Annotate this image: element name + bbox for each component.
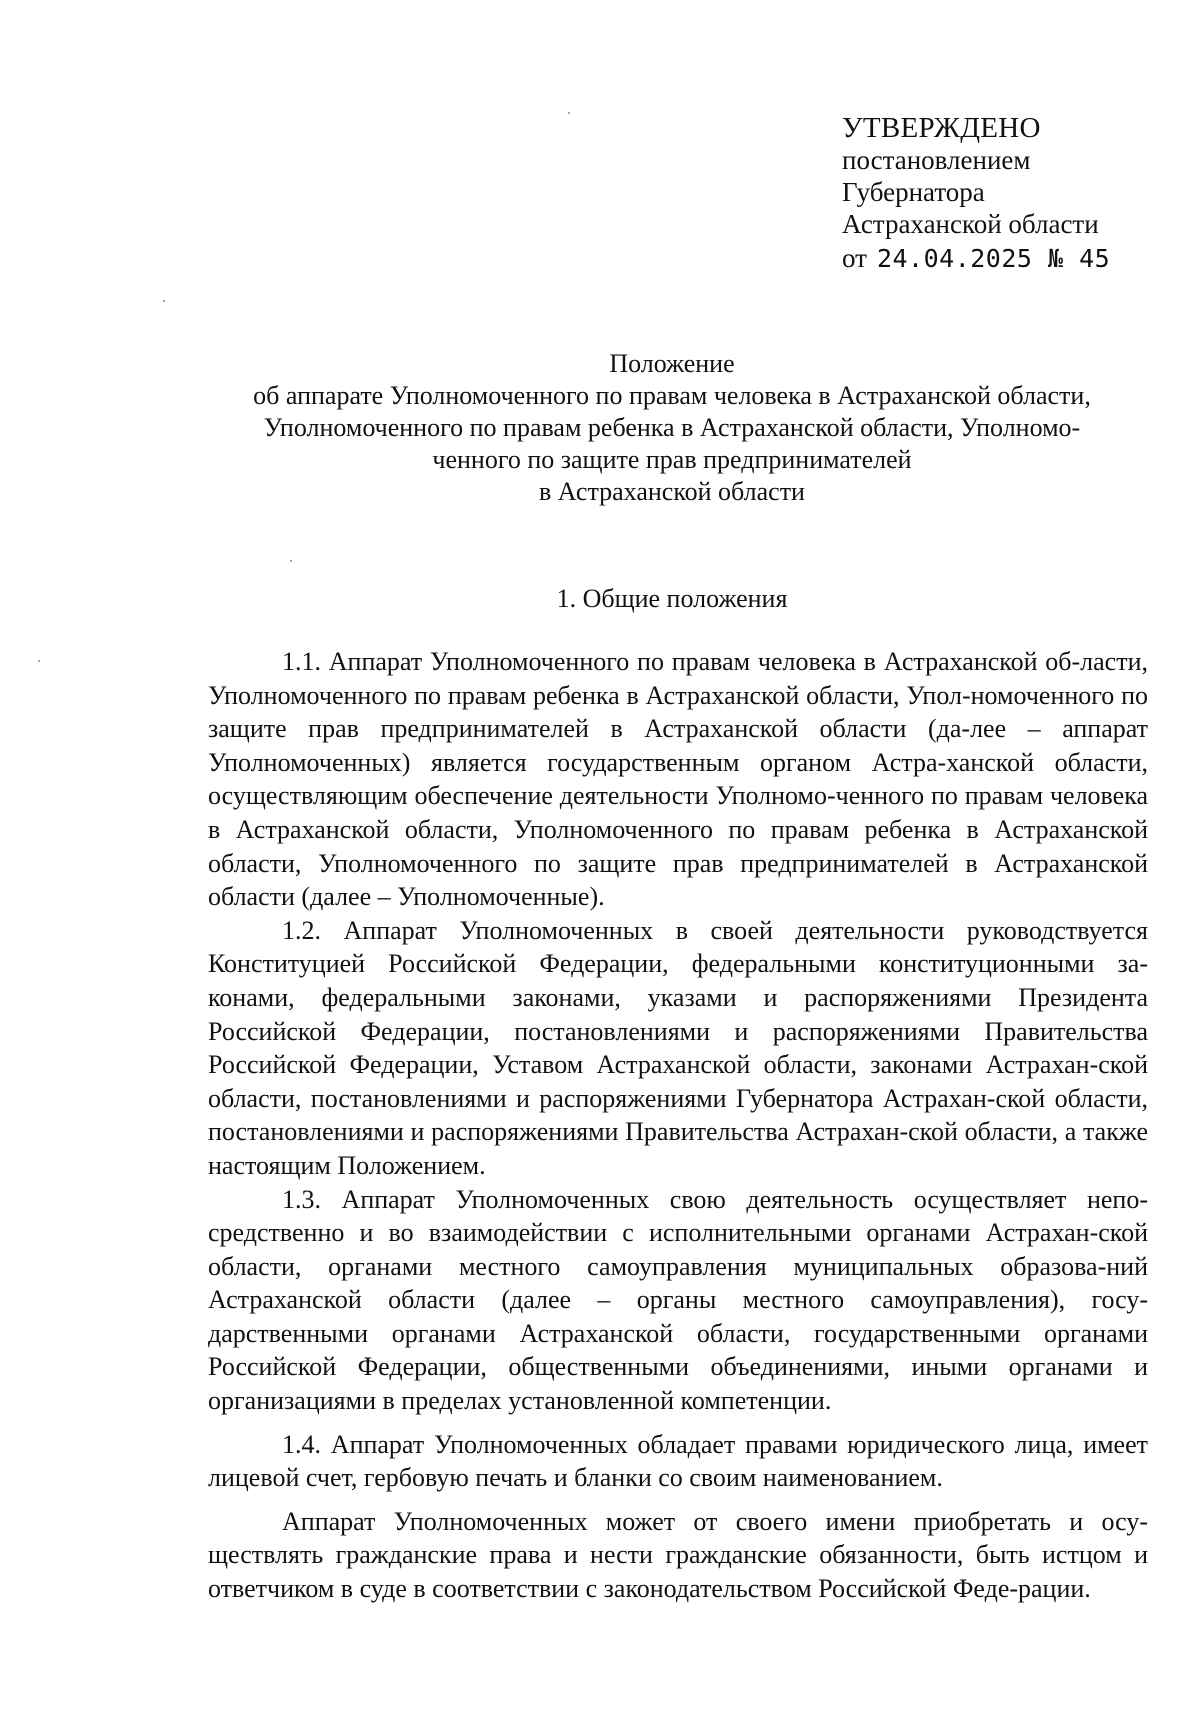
- section-body: [208, 645, 1148, 1606]
- document-subtitle-line: об аппарате Уполномоченного по правам человека в Астраханской области,: [253, 381, 1091, 410]
- section-heading: 1. Общие положения: [556, 584, 788, 613]
- approval-block: [842, 112, 1162, 275]
- paragraph-1-4: 1.4. Аппарат Уполномоченных обладает правами юридического лица, имеет лицевой счет, гербовую печать и бланки со своим наименованием.: [208, 1429, 1148, 1493]
- approval-date-line: [842, 242, 1162, 275]
- paragraph-1-3: 1.3. Аппарат Уполномоченных свою деятельность осуществляет непо-средственно и во взаимодействии с исполнительными органами Астрахан-ской области, органами местного самоуправления муниципальных образова-ний Астраханской области (далее – органы местного самоуправления), госу-дарственными органами Астраханской области, государственными органами Российской Федерации, общественными объединениями, иными органами и организациями в пределах установленной компетенции.: [208, 1184, 1148, 1416]
- document-subtitle-line: Уполномоченного по правам ребенка в Астраханской области, Уполномо-: [263, 413, 1081, 442]
- scan-speck: [290, 560, 292, 562]
- scan-speck: [568, 112, 570, 114]
- approval-line-3: Астраханской области: [842, 209, 1099, 239]
- document-subtitle: [200, 380, 1144, 508]
- approval-date-prefix: от: [842, 243, 867, 273]
- scan-speck: [163, 300, 165, 302]
- document-title: Положение: [609, 349, 735, 378]
- approval-stamp: УТВЕРЖДЕНО: [842, 112, 1041, 144]
- paragraph-1-2: 1.2. Аппарат Уполномоченных в своей деятельности руководствуется Конституцией Российской Федерации, федеральными конституционными за-конами, федеральными законами, указами и распоряжениями Президента Российской Федерации, постановлениями и распоряжениями Правительства Российской Федерации, Уставом Астраханской области, законами Астрахан-ской области, постановлениями и распоряжениями Губернатора Астрахан-ской области, постановлениями и распоряжениями Правительства Астрахан-ской области, а также настоящим Положением.: [208, 915, 1148, 1180]
- approval-line-2: Губернатора: [842, 177, 985, 207]
- document-subtitle-line: ченного по защите прав предпринимателей: [432, 445, 912, 474]
- paragraph-1-4-continued: Аппарат Уполномоченных может от своего имени приобретать и осу-ществлять гражданские права и нести гражданские обязанности, быть истцом и ответчиком в суде в соответствии с законодательством Российской Феде-рации.: [208, 1506, 1148, 1604]
- document-subtitle-line: в Астраханской области: [539, 477, 805, 506]
- paragraph-1-1: 1.1. Аппарат Уполномоченного по правам человека в Астраханской об-ласти, Уполномоченного по правам ребенка в Астраханской области, Упол-номоченного по защите прав предпринимателей в Астраханской области (да-лее – аппарат Уполномоченных) является государственным органом Астра-ханской области, осуществляющим обеспечение деятельности Уполномо-ченного по правам человека в Астраханской области, Уполномоченного по правам ребенка в Астраханской области, Уполномоченного по защите прав предпринимателей в Астраханской области (далее – Уполномоченные).: [208, 647, 1148, 912]
- approval-line-1: постановлением: [842, 145, 1031, 175]
- scan-speck: [38, 660, 40, 662]
- document-title-block: [200, 348, 1144, 508]
- approval-date-value: 24.04.2025 № 45: [876, 244, 1111, 273]
